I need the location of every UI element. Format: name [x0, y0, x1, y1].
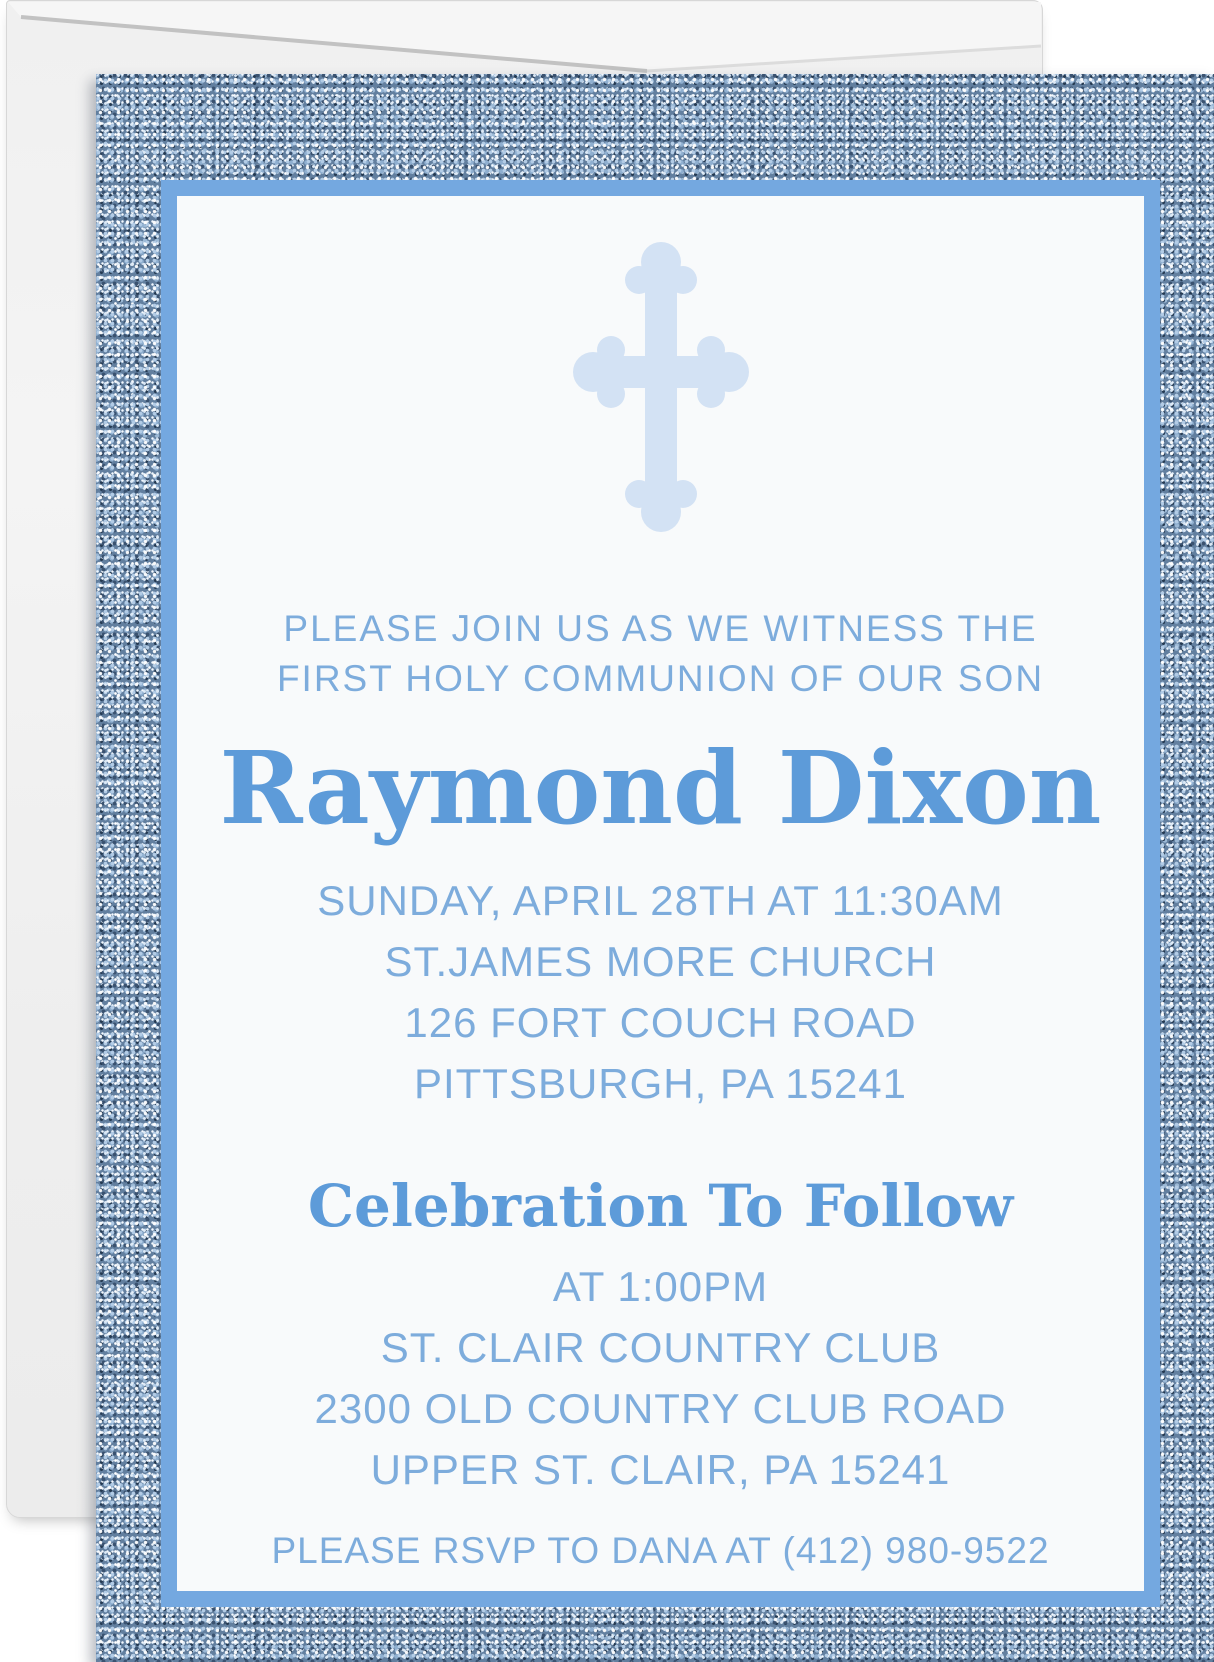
honoree-name: Raymond Dixon: [219, 729, 1102, 847]
ceremony-line: ST.JAMES MORE CHURCH: [384, 938, 937, 985]
card-content: [177, 196, 1144, 1591]
budded-cross-icon: [551, 232, 771, 542]
reception-line: 2300 OLD COUNTRY CLUB ROAD: [314, 1385, 1007, 1432]
ceremony-details: [317, 870, 1004, 1114]
invitation-card: [96, 74, 1214, 1662]
ceremony-line: PITTSBURGH, PA 15241: [413, 1060, 908, 1107]
reception-line: AT 1:00PM: [552, 1263, 769, 1310]
card-frame: [161, 180, 1160, 1607]
ceremony-line: 126 FORT COUCH ROAD: [404, 999, 917, 1046]
reception-line: ST. CLAIR COUNTRY CLUB: [380, 1324, 941, 1371]
intro-text: [277, 604, 1044, 704]
rsvp-line: PLEASE RSVP TO DANA AT (412) 980-9522: [271, 1530, 1050, 1571]
reception-line: UPPER ST. CLAIR, PA 15241: [370, 1446, 951, 1493]
reception-details: [315, 1256, 1007, 1500]
intro-line: FIRST HOLY COMMUNION OF OUR SON: [276, 658, 1045, 699]
intro-line: PLEASE JOIN US AS WE WITNESS THE: [283, 608, 1038, 649]
celebration-heading: Celebration To Follow: [307, 1172, 1014, 1240]
ceremony-line: SUNDAY, APRIL 28TH AT 11:30AM: [317, 877, 1004, 924]
